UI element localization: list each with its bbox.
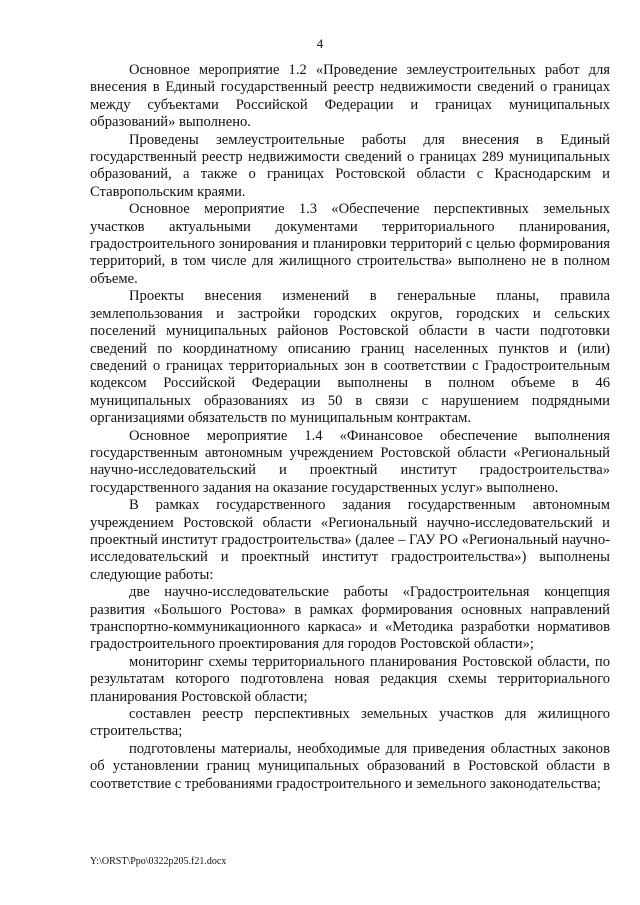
paragraph: Проекты внесения изменений в генеральные планы, правила землепользования и застройки городских округов, городских и сельских поселений муниципальных районов Ростовской области в части подготовки сведений по координатному описанию границ населенных пунктов и (или) сведений о границах территориальных зон в соответствии с Градостроительным кодексом Российской Федерации выполнены в полном объеме в 46 муниципальных образованиях из 50 в связи с нарушением подрядными организациями обязательств по муниципальным контрактам. xyxy=(90,288,610,427)
paragraph: Основное мероприятие 1.3 «Обеспечение перспективных земельных участков актуальными документами территориального планирования, градостроительного зонирования и планировки территорий с целью формирования территорий, в том числе для жилищного строительства» выполнено не в полном объеме. xyxy=(90,201,610,287)
footer-file-path: Y:\ORST\Ppo\0322p205.f21.docx xyxy=(90,856,227,867)
paragraph: две научно-исследовательские работы «Градостроительная концепция развития «Большого Ростова» в рамках формирования основных направлений транспортно-коммуникационного каркаса» и «Методика разработки нормативов градостроительного проектирования для городов Ростовской области»; xyxy=(90,584,610,653)
paragraph: составлен реестр перспективных земельных участков для жилищного строительства; xyxy=(90,706,610,740)
paragraph: В рамках государственного задания государственным автономным учреждением Ростовской области «Региональный научно-исследовательский и проектный институт градостроительства» (далее – ГАУ РО «Региональный научно-исследовательский и проектный институт градостроительства») выполнены следующие работы: xyxy=(90,497,610,583)
document-body xyxy=(90,62,610,793)
paragraph: Основное мероприятие 1.4 «Финансовое обеспечение выполнения государственным автономным учреждением Ростовской области «Региональный научно-исследовательский и проектный институт градостроительства» государственного задания на оказание государственных услуг» выполнено. xyxy=(90,427,610,496)
paragraph: подготовлены материалы, необходимые для приведения областных законов об установлении границ муниципальных образований в Ростовской области в соответствие с требованиями градостроительного и земельного законодательства; xyxy=(90,740,610,792)
page-number: 4 xyxy=(316,36,324,51)
paragraph: Проведены землеустроительные работы для внесения в Единый государственный реестр недвижимости сведений о границах 289 муниципальных образований, а также о границах Ростовской области с Краснодарским и Ставропольским краями. xyxy=(90,131,610,200)
paragraph: Основное мероприятие 1.2 «Проведение землеустроительных работ для внесения в Единый государственный реестр недвижимости сведений о границах между субъектами Российской Федерации и границах муниципальных образований» выполнено. xyxy=(90,62,610,131)
paragraph: мониторинг схемы территориального планирования Ростовской области, по результатам которого подготовлена новая редакция схемы территориального планирования Ростовской области; xyxy=(90,653,610,705)
